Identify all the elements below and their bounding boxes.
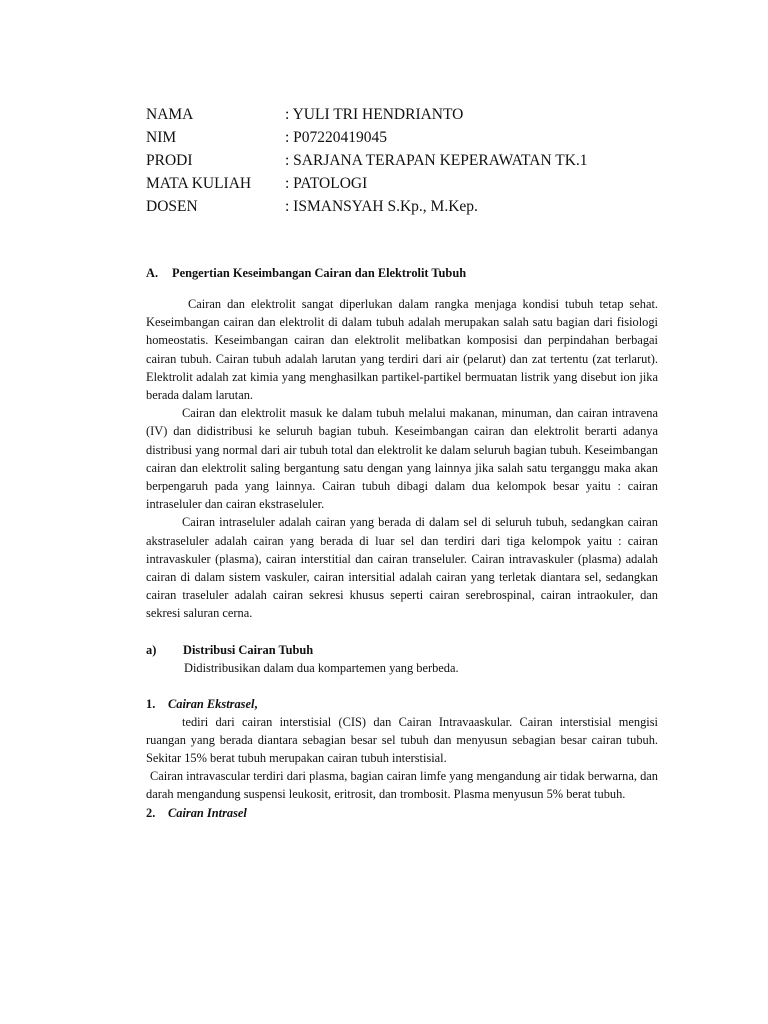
header-label: NAMA	[146, 106, 194, 123]
section-a-heading	[146, 264, 658, 282]
item-number: 1.	[146, 696, 156, 711]
paragraph: Cairan intraseluler adalah cairan yang berada di dalam sel di seluruh tubuh, sedangkan cairan akstraseluler adalah cairan yang berada di luar sel dan terdiri dari tiga kelompok yaitu : cairan intravaskuler (plasma), cairan interstitial dan cairan transeluler. Cairan intravaskuler (plasma) adalah cairan di dalam sistem vaskuler, cairan intersitial adalah cairan yang terletak diantara sel, sedangkan cairan traseluler adalah cairan sekresi khusus seperti cairan serebrospinal, cairan intraokuler, dan sekresi saluran cerna.	[146, 515, 658, 621]
header-row-prodi	[146, 149, 706, 172]
paragraph: tediri dari cairan interstisial (CIS) dan Cairan Intravaaskular. Cairan interstisial mengisi ruangan yang berada diantara sebagian besar sel tubuh dan menyusun sebagian besar cairan tubuh. Sekitar 15% berat tubuh merupakan cairan tubuh interstisial.	[146, 714, 658, 766]
subsection-heading	[146, 641, 658, 659]
document-body	[146, 264, 658, 822]
item-title-suffix: ,	[254, 696, 258, 711]
header-row-mata-kuliah	[146, 172, 706, 195]
header-value: : YULI TRI HENDRIANTO	[285, 106, 464, 123]
section-letter: A.	[146, 266, 159, 280]
paragraph: Cairan dan elektrolit masuk ke dalam tubuh melalui makanan, minuman, dan cairan intravena (IV) dan didistribusi ke seluruh bagian tubuh. Keseimbangan cairan dan elektrolit berarti adanya distribusi yang normal dari air tubuh total dan elektrolit ke dalam seluruh bagian tubuh. Keseimbangan cairan dan elektrolit saling bergantung satu dengan yang lainnya jika salah satu terganggu maka akan berpengaruh pada yang lainnya. Cairan tubuh dibagi dalam dua kelompok besar yaitu : cairan intraseluler dan cairan ekstraseluler.	[146, 406, 658, 512]
header-label: PRODI	[146, 152, 193, 169]
header-row-nim	[146, 126, 706, 149]
header-value: : PATOLOGI	[285, 175, 368, 192]
subsection-text: Didistribusikan dalam dua kompartemen yang berbeda.	[184, 660, 459, 675]
item-number: 2.	[146, 805, 156, 820]
numbered-heading-1	[146, 695, 658, 713]
header-label: DOSEN	[146, 198, 198, 215]
header-row-dosen	[146, 195, 706, 218]
header-value: : P07220419045	[285, 129, 388, 146]
header-value: : SARJANA TERAPAN KEPERAWATAN TK.1	[285, 152, 588, 169]
header-label: MATA KULIAH	[146, 175, 252, 192]
item-title: Cairan Intrasel	[168, 805, 247, 820]
item-title: Cairan Ekstrasel	[168, 696, 255, 711]
header-value: : ISMANSYAH S.Kp., M.Kep.	[285, 198, 478, 215]
subsection-marker: a)	[146, 642, 157, 657]
paragraph: Cairan dan elektrolit sangat diperlukan dalam rangka menjaga kondisi tubuh tetap sehat. Keseimbangan cairan dan elektrolit di dalam tubuh adalah merupakan salah satu bagian dari fisiologi homeostatis. Keseimbangan cairan dan elektrolit melibatkan komposisi dan perpindahan berbagai cairan tubuh. Cairan tubuh adalah larutan yang terdiri dari air (pelarut) dan zat tertentu (zat terlarut). Elektrolit adalah zat kimia yang menghasilkan partikel-partikel bermuatan listrik yang disebut ion jika berada dalam larutan.	[146, 297, 658, 403]
student-info-header	[146, 103, 706, 218]
paragraph: Cairan intravascular terdiri dari plasma, bagian cairan limfe yang mengandung air tidak berwarna, dan darah mengandung suspensi leukosit, eritrosit, dan trombosit. Plasma menyusun 5% berat tubuh.	[146, 769, 658, 802]
section-title: Pengertian Keseimbangan Cairan dan Elektrolit Tubuh	[172, 266, 467, 280]
numbered-heading-2	[146, 804, 658, 822]
header-row-nama	[146, 103, 706, 126]
subsection-title: Distribusi Cairan Tubuh	[183, 642, 314, 657]
header-label: NIM	[146, 129, 177, 146]
